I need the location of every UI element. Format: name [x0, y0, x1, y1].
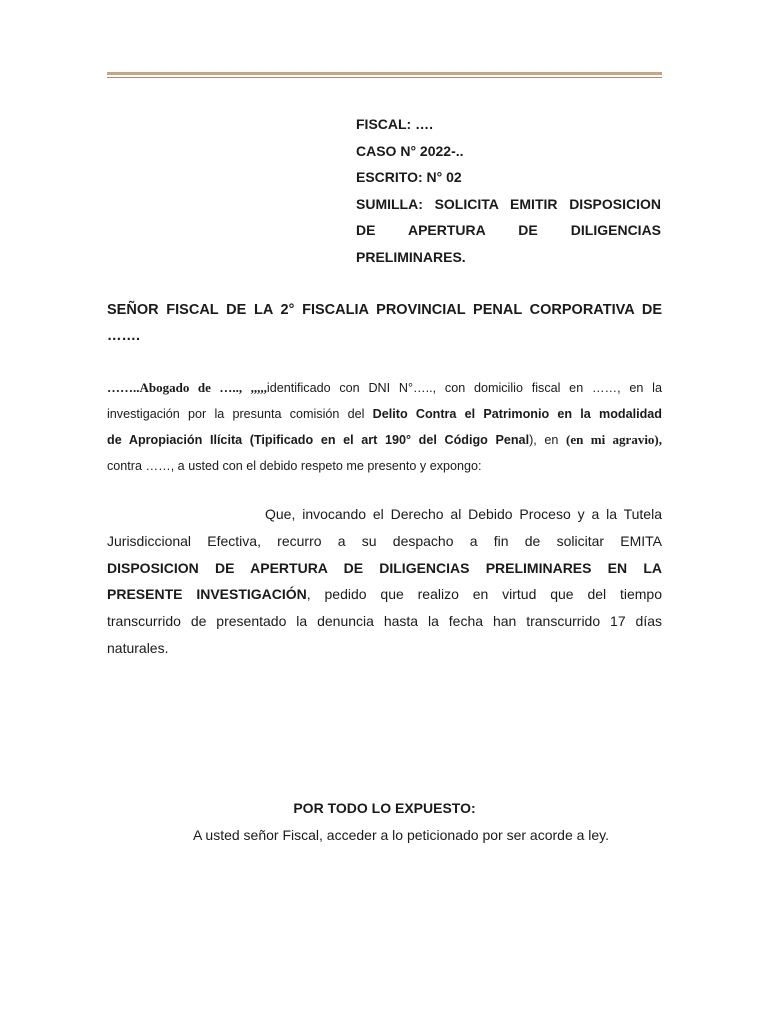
request-line-4 — [107, 581, 662, 608]
intro-line-4: contra ……, a usted con el debido respeto me presento y expongo: — [107, 458, 482, 473]
intro-line-2 — [107, 402, 662, 428]
fiscal-line: FISCAL: …. — [356, 116, 433, 132]
lawyer-name: ……..Abogado de ….., ,,,,, — [107, 380, 267, 395]
agravio-bold: (en mi agravio), — [566, 432, 663, 447]
intro-paragraph — [107, 375, 662, 479]
intro-text-3: ), en — [529, 433, 567, 447]
sumilla-word: APERTURA — [407, 222, 486, 238]
sumilla-line-2 — [356, 217, 661, 244]
addressee-line-1: SEÑOR FISCAL DE LA 2° FISCALIA PROVINCIAL PENAL CORPORATIVA DE — [107, 302, 662, 318]
addressee — [107, 297, 662, 349]
request-line-2: Jurisdiccional Efectiva, recurro a su despacho a fin de solicitar EMITA — [107, 532, 662, 549]
sumilla-word: DE — [518, 222, 538, 238]
sumilla-word: DILIGENCIAS — [570, 222, 662, 238]
intro-text-2: investigación por la presunta comisión del — [107, 406, 373, 421]
caso-line: CASO N° 2022-.. — [356, 142, 464, 159]
request-line-1: Que, invocando el Derecho al Debido Proceso y a la Tutela — [265, 506, 662, 522]
intro-text-1: identificado con DNI N°….., con domicilio fiscal en ……, en la — [266, 381, 662, 395]
header-rule — [107, 72, 662, 78]
closing-text: A usted señor Fiscal, acceder a lo peticionado por ser acorde a ley. — [192, 827, 610, 843]
request-line-6: naturales. — [107, 639, 169, 656]
request-paragraph — [107, 501, 662, 662]
closing-title: POR TODO LO EXPUESTO: — [293, 800, 476, 816]
request-text-4: , pedido que realizo en virtud que del tiempo — [306, 586, 663, 603]
case-header — [356, 111, 661, 270]
header-rule-thin — [107, 77, 662, 78]
request-bold-1: DISPOSICION DE APERTURA DE DILIGENCIAS PRELIMINARES EN LA — [107, 559, 662, 576]
sumilla-line-1: SUMILLA: SOLICITA EMITIR DISPOSICION — [356, 195, 661, 212]
request-line-3 — [107, 555, 662, 582]
header-rule-thick — [107, 72, 662, 75]
intro-line-1 — [107, 375, 662, 402]
sumilla-word: DE — [356, 222, 376, 238]
sumilla-line-3: PRELIMINARES. — [356, 248, 466, 265]
crime-bold-1: Delito Contra el Patrimonio en la modalidad — [372, 406, 662, 421]
request-bold-2: PRESENTE INVESTIGACIÓN — [107, 586, 307, 603]
request-line-5: transcurrido de presentado la denuncia hasta la fecha han transcurrido 17 días — [107, 613, 662, 630]
escrito-line: ESCRITO: N° 02 — [356, 169, 462, 185]
intro-line-3 — [107, 427, 662, 454]
crime-bold-2: de Apropiación Ilícita (Tipificado en el art 190° del Código Penal — [107, 433, 530, 447]
addressee-line-2: ……. — [107, 328, 141, 344]
